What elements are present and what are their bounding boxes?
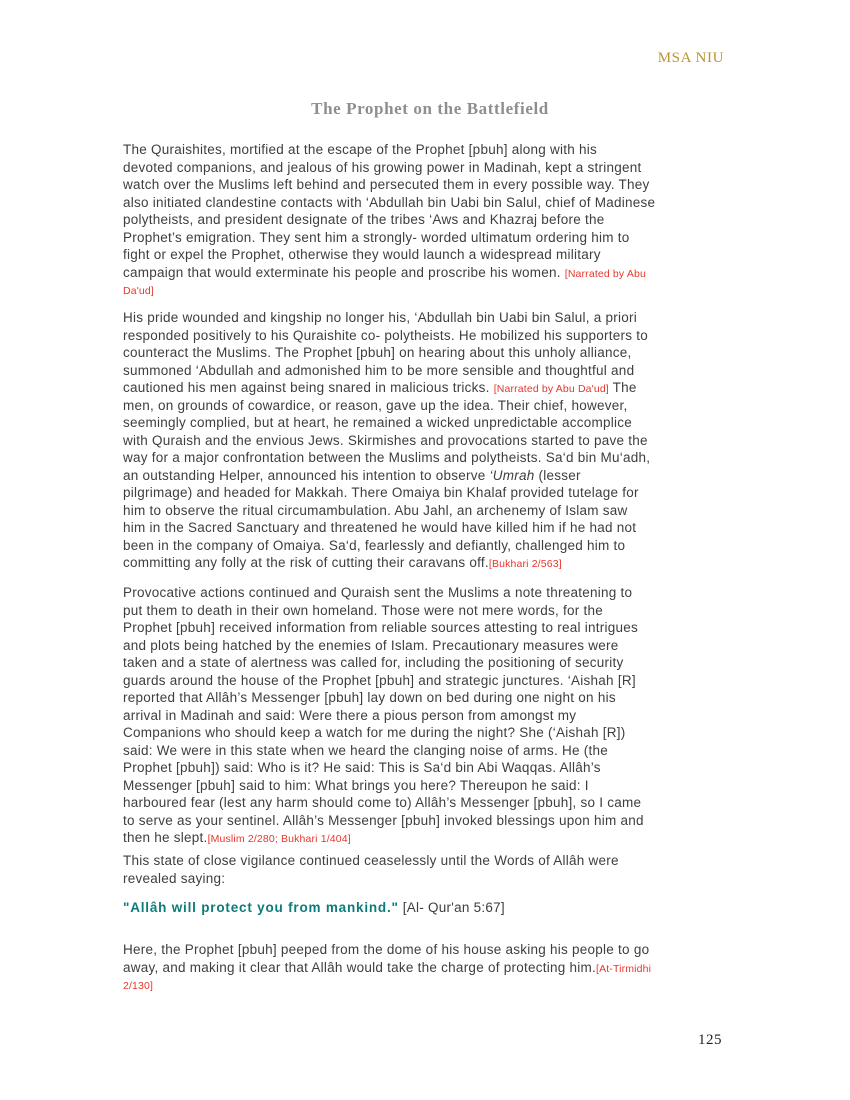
- paragraph-4: [123, 852, 745, 887]
- text-line: [123, 264, 745, 282]
- body-text-segment: Prophet’s emigration. They sent him a strongly- worded ultimatum ordering him to: [123, 229, 630, 245]
- text-line: [123, 229, 745, 247]
- text-line: [123, 899, 745, 917]
- page-title: The Prophet on the Battlefield: [311, 99, 549, 118]
- paragraph-1: [123, 141, 745, 299]
- body-text-segment: revealed saying:: [123, 870, 226, 886]
- text-line: [123, 414, 745, 432]
- text-line: [123, 467, 745, 485]
- text-line: [123, 309, 745, 327]
- text-line: [123, 362, 745, 380]
- body-text-segment: Here, the Prophet [pbuh] peeped from the dome of his house asking his people to go: [123, 942, 650, 957]
- body-text-segment: then he slept.: [123, 830, 208, 845]
- body-text-segment: Prophet [pbuh]) said: Who is it? He said: This is Sa‘d bin Abi Waqqas. Allâh’s: [123, 760, 601, 775]
- body-text-segment: him in the Sacred Sanctuary and threatened he would have killed him if he had not: [123, 520, 637, 535]
- citation-text: [Bukhari 2/563]: [488, 558, 562, 570]
- body-text-segment: devoted companions, and jealous of his growing power in Madinah, kept a stringent: [123, 159, 642, 175]
- text-line: [123, 449, 745, 467]
- body-text-segment: men, on grounds of cowardice, or reason, gave up the idea. Their chief, however,: [123, 397, 628, 413]
- text-line: [123, 379, 745, 397]
- text-line: [123, 976, 745, 994]
- text-line: [123, 829, 745, 847]
- body-text-segment: committing any folly at the risk of cutting their caravans off.: [123, 555, 489, 570]
- text-line: [123, 672, 745, 690]
- text-line: [123, 176, 745, 194]
- text-line: [123, 159, 745, 177]
- body-text-segment: pilgrimage) and headed for Makkah. There Omaiya bin Khalaf provided tutelage for: [123, 485, 639, 500]
- text-line: [123, 432, 745, 450]
- header-brand: MSA NIU: [657, 50, 724, 66]
- text-line: [123, 941, 745, 959]
- body-text-segment: [Al- Qur'an 5:67]: [398, 900, 505, 915]
- text-line: [123, 519, 745, 537]
- body-text-segment: guards around the house of the Prophet [pbuh] and strategic junctures. ‘Aishah [R]: [123, 672, 636, 688]
- body-text-segment: with Quraish and the envious Jews. Skirmishes and provocations started to pave the: [123, 432, 648, 448]
- text-line: [123, 812, 745, 830]
- citation-text: [Muslim 2/280; Bukhari 1/404]: [207, 833, 351, 845]
- text-line: [123, 344, 745, 362]
- body-text-segment: watch over the Muslims left behind and persecuted them in every possible way. They: [123, 177, 650, 192]
- citation-text: [At-Tirmidhi: [596, 962, 652, 975]
- body-text-segment: said: We were in this state when we heard the clanging noise of arms. He (the: [123, 742, 608, 758]
- body-text-segment: harboured fear (lest any harm should come to) Allâh’s Messenger [pbuh], so I came: [123, 795, 642, 810]
- text-line: [123, 484, 745, 502]
- text-line: [123, 852, 745, 870]
- text-line: [123, 502, 745, 520]
- body-text-segment: away, and making it clear that Allâh would take the charge of protecting him.: [123, 959, 597, 975]
- paragraph-6: [123, 941, 745, 994]
- paragraph-2: [123, 309, 745, 572]
- body-text-segment: responded positively to his Quraishite co- polytheists. He mobilized his supporters to: [123, 327, 648, 343]
- body-text-segment: to serve as your sentinel. Allâh’s Messenger [pbuh] invoked blessings upon him and: [123, 812, 644, 828]
- body-text-segment: The: [608, 380, 637, 395]
- body-text-segment: him to observe the ritual circumambulation. Abu Jahl, an archenemy of Islam saw: [123, 502, 628, 518]
- body-text-segment: The Quraishites, mortified at the escape of the Prophet [pbuh] along with his: [123, 142, 598, 157]
- text-line: [123, 619, 745, 637]
- text-line: [123, 637, 745, 655]
- text-line: [123, 194, 745, 212]
- body-text-segment: Prophet [pbuh] received information from reliable sources attesting to real intrigues: [123, 620, 639, 635]
- text-line: [123, 959, 745, 977]
- text-line: [123, 211, 745, 229]
- body-text-segment: an outstanding Helper, announced his intention to observe: [123, 467, 490, 483]
- citation-text: [Narrated by Abu Da'ud]: [493, 383, 609, 395]
- body-text-segment: Provocative actions continued and Quraish sent the Muslims a note threatening to: [123, 585, 633, 600]
- text-line: [123, 742, 745, 760]
- body-text-segment: put them to death in their own homeland. Those were not mere words, for the: [123, 602, 604, 618]
- body-text-segment: This state of close vigilance continued ceaselessly until the Words of Allâh were: [123, 853, 619, 868]
- body-text-segment: summoned ‘Abdullah and admonished him to be more sensible and thoughtful and: [123, 362, 635, 378]
- text-line: [123, 794, 745, 812]
- text-line: [123, 584, 745, 602]
- text-line: [123, 141, 745, 159]
- body-text-segment: been in the company of Omaiya. Sa‘d, fearlessly and defiantly, challenged him to: [123, 537, 626, 553]
- paragraph-3: [123, 584, 745, 847]
- body-text-segment: Companions who should keep a watch for me during the night? She (‘Aishah [R]): [123, 725, 626, 740]
- citation-text: 2/130]: [123, 980, 154, 992]
- text-line: [123, 759, 745, 777]
- body-text-segment: polytheists, and president designate of the tribes ‘Aws and Khazraj before the: [123, 212, 605, 227]
- body-text-segment: (lesser: [534, 467, 581, 483]
- quran-quote-text: "Allâh will protect you from mankind.": [123, 900, 399, 915]
- body-text-segment: arrival in Madinah and said: Were there a pious person from amongst my: [123, 707, 577, 723]
- text-line: [123, 327, 745, 345]
- text-line: [123, 724, 745, 742]
- body-text-segment: taken and a state of alertness was called for, including the positioning of security: [123, 655, 624, 670]
- body-text-segment: seemingly complied, but at heart, he remained a wicked unpredictable accomplice: [123, 415, 633, 430]
- body-text-segment: fight or expel the Prophet, otherwise they would launch a widespread military: [123, 247, 601, 262]
- text-line: [123, 602, 745, 620]
- body-text-segment: His pride wounded and kingship no longer his, ‘Abdullah bin Uabi bin Salul, a priori: [123, 310, 638, 325]
- page-number: 125: [698, 1032, 722, 1048]
- text-line: [123, 397, 745, 415]
- body-text-segment: cautioned his men against being snared in malicious tricks.: [123, 380, 494, 395]
- text-line: [123, 777, 745, 795]
- text-line: [123, 689, 745, 707]
- text-line: [123, 870, 745, 888]
- text-line: [123, 707, 745, 725]
- paragraph-5: [123, 899, 745, 917]
- text-line: [123, 246, 745, 264]
- citation-text: [Narrated by Abu: [564, 267, 646, 280]
- body-text-segment: campaign that would exterminate his people and proscribe his women.: [123, 264, 565, 280]
- text-line: [123, 554, 745, 572]
- body-text-segment: reported that Allâh’s Messenger [pbuh] lay down on bed during one night on his: [123, 690, 616, 705]
- body-text-segment: way for a major confrontation between the Muslims and polytheists. Sa‘d bin Mu‘adh,: [123, 450, 651, 465]
- body-text-segment: Messenger [pbuh] said to him: What brings you here? Thereupon he said: I: [123, 777, 589, 793]
- text-line: [123, 281, 745, 299]
- citation-text: Da'ud]: [123, 285, 154, 297]
- text-line: [123, 654, 745, 672]
- body-text-segment: counteract the Muslims. The Prophet [pbuh] on hearing about this unholy alliance,: [123, 345, 632, 360]
- text-line: [123, 537, 745, 555]
- body-text-segment: and plots being hatched by the enemies of Islam. Precautionary measures were: [123, 637, 619, 653]
- body-text-segment: also initiated clandestine contacts with ‘Abdullah bin Uabi bin Salul, chief of Madinese: [123, 194, 656, 210]
- body-text-segment: ‘Umrah: [489, 467, 535, 483]
